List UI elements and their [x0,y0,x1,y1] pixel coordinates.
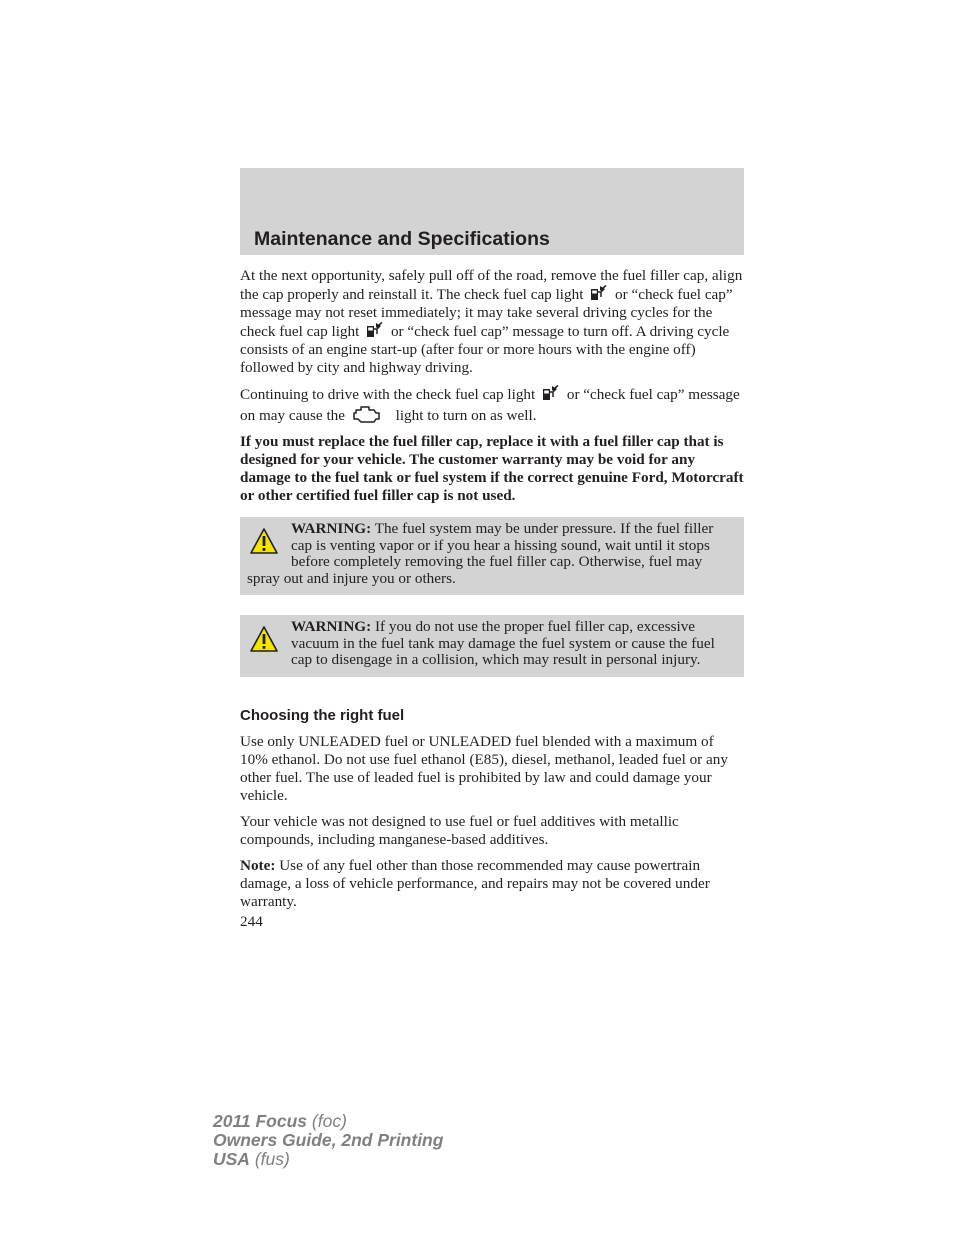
paragraph-note [240,857,744,911]
p2-text-b: or “check fuel cap” message on may cause the [240,386,740,424]
paragraph-unleaded-fuel: Use only UNLEADED fuel or UNLEADED fuel blended with a maximum of 10% ethanol. Do not use fuel ethanol (E85), diesel, methanol, leaded fuel or any other fuel. The use of leaded fuel is prohibited by law and could damage your vehicle. [240,732,728,804]
page-content [240,267,744,931]
warning-label: WARNING: [291,618,372,635]
document-footer [213,1112,443,1169]
p2-text-c: light to turn on as well. [395,407,537,424]
p1-text-b: or “check fuel cap” message may not reset immediately; it may take several driving cycles for the check fuel cap light [240,286,733,340]
section-title: Maintenance and Specifications [254,228,550,250]
warning-text: If you do not use the proper fuel filler cap, excessive vacuum in the fuel tank may damage the fuel system or cause the fuel cap to disengage in a collision, which may result in personal injury. [291,618,715,668]
footer-model: 2011 Focus [213,1111,308,1131]
warning-box-pressure [240,517,744,595]
check-engine-icon [352,404,382,424]
warning-label: WARNING: [291,520,372,537]
paragraph-replace-cap-bold: If you must replace the fuel filler cap, replace it with a fuel filler cap that is designed for your vehicle. The customer warranty may be void for any damage to the fuel tank or fuel system if the correct genuine Ford, Motorcraft or other certified fuel filler cap is not used. [240,433,744,504]
footer-line-guide: Owners Guide, 2nd Printing [213,1130,444,1150]
page-number: 244 [240,912,263,930]
footer-line-model [213,1112,443,1131]
note-text: Use of any fuel other than those recommended may cause powertrain damage, a loss of vehicle performance, and repairs may not be covered under warranty. [240,856,710,910]
check-fuel-cap-icon [366,322,384,338]
section-header-band [240,168,744,255]
subheading-choosing-fuel: Choosing the right fuel [240,706,405,724]
footer-line-region [213,1150,443,1169]
check-fuel-cap-icon [590,285,608,301]
paragraph-metallic-additives: Your vehicle was not designed to use fuel or fuel additives with metallic compounds, including manganese-based additives. [240,812,679,848]
warning-box-vacuum [240,615,744,677]
warning-triangle-icon [249,527,279,555]
p1-text-c: or “check fuel cap” message to turn off. A driving cycle consists of an engine start-up (after four or more hours with the engine off) followed by city and highway driving. [240,323,730,376]
footer-model-code: (foc) [311,1111,347,1131]
p2-text-a: Continuing to drive with the check fuel cap light [240,386,536,403]
footer-region: USA [213,1149,250,1169]
paragraph-continue-driving [240,385,744,425]
footer-region-code: (fus) [254,1149,290,1169]
warning-triangle-icon [249,625,279,653]
paragraph-fuel-cap-reinstall [240,267,744,377]
p1-text-a: At the next opportunity, safely pull off of the road, remove the fuel filler cap, align the cap properly and reinstall it. The check fuel cap light [240,267,743,303]
warning-text: The fuel system may be under pressure. If the fuel filler cap is venting vapor or if you hear a hissing sound, wait until it stops before completely removing the fuel filler cap. Otherwise, fuel may spray out and injure you or others. [247,520,714,587]
note-label: Note: [240,856,276,874]
check-fuel-cap-icon [542,385,560,401]
